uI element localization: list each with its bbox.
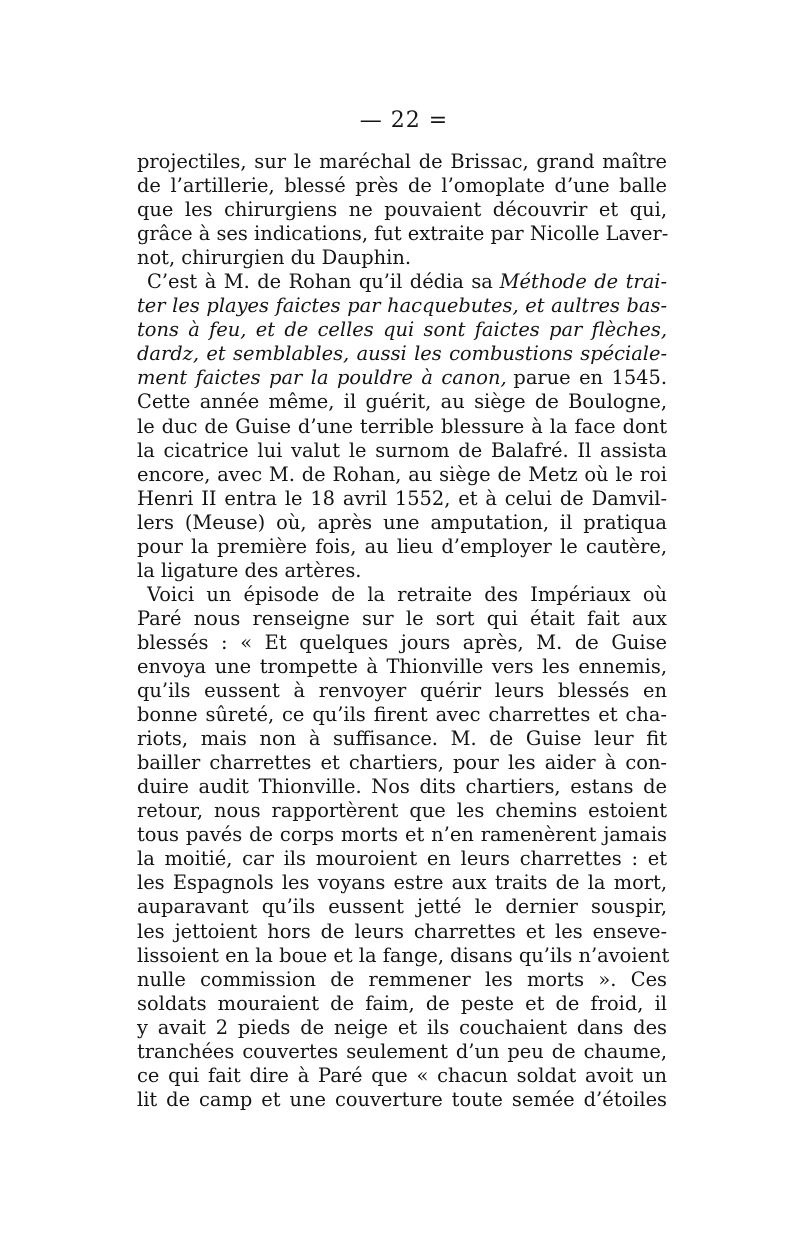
text-line: envoya une trompette à Thionville vers les ennemis, bbox=[137, 654, 667, 678]
text-line: lit de camp et une couverture toute semée d’étoiles bbox=[137, 1087, 667, 1111]
text-line: nulle commission de remmener les morts ». Ces bbox=[137, 967, 667, 991]
text-line: y avait 2 pieds de neige et ils couchaient dans des bbox=[137, 1015, 667, 1039]
body-text bbox=[137, 150, 670, 1112]
book-title-line: dardz, et semblables, aussi les combustions spéciale- bbox=[137, 342, 667, 366]
text-run: C’est à M. de Rohan qu’il dédia sa bbox=[147, 270, 493, 294]
text-line: la ligature des artères. bbox=[137, 558, 362, 582]
text-line: projectiles, sur le maréchal de Brissac, grand maître bbox=[137, 150, 667, 173]
text-line: riots, mais non à suffisance. M. de Guise leur fit bbox=[137, 727, 667, 751]
text-line: lissoient en la boue et la fange, disans qu’ils n’avoient bbox=[137, 943, 670, 967]
text-line: Cette année même, il guérit, au siège de Boulogne, bbox=[137, 390, 667, 414]
text-line: tranchées couvertes seulement d’un peu de chaume, bbox=[137, 1039, 667, 1063]
book-title-line: ter les playes faictes par hacquebutes, et aultres bas- bbox=[137, 294, 667, 318]
text-line: tous pavés de corps morts et n’en ramenèrent jamais bbox=[137, 823, 667, 847]
book-title-run: Méthode de trai- bbox=[499, 270, 668, 294]
text-line: le duc de Guise d’une terrible blessure à la face dont bbox=[137, 414, 667, 438]
text-line: not, chirurgien du Dauphin. bbox=[137, 246, 412, 270]
book-title-run: ment faictes par la pouldre à canon, bbox=[137, 366, 507, 390]
text-line bbox=[137, 366, 667, 390]
text-line: blessés : « Et quelques jours après, M. de Guise bbox=[137, 630, 667, 654]
page-number: — 22 = bbox=[359, 108, 449, 133]
text-line: soldats mouraient de faim, de peste et de froid, il bbox=[137, 991, 667, 1015]
text-line: bailler charrettes et chartiers, pour les aider à con- bbox=[137, 751, 667, 775]
text-line: pour la première fois, au lieu d’employer le cautère, bbox=[137, 534, 667, 558]
text-line: les jettoient hors de leurs charrettes et les enseve- bbox=[137, 919, 667, 943]
text-line: qu’ils eussent à renvoyer quérir leurs blessés en bbox=[137, 679, 667, 703]
text-run: parue en 1545. bbox=[513, 366, 667, 390]
text-line: Henri II entra le 18 avril 1552, et à celui de Damvil- bbox=[137, 486, 667, 510]
text-line: ce qui fait dire à Paré que « chacun soldat avoit un bbox=[137, 1063, 667, 1087]
text-line: la moitié, car ils mouroient en leurs charrettes : et bbox=[137, 847, 667, 871]
text-line: la cicatrice lui valut le surnom de Balafré. Il assista bbox=[137, 438, 667, 462]
text-line: les Espagnols les voyans estre aux traits de la mort, bbox=[137, 871, 667, 895]
book-title-line: tons à feu, et de celles qui sont faictes par flèches, bbox=[137, 318, 667, 342]
text-line: retour, nous rapportèrent que les chemins estoient bbox=[137, 799, 667, 823]
text-line: lers (Meuse) où, après une amputation, il pratiqua bbox=[137, 510, 667, 534]
text-line: grâce à ses indications, fut extraite par Nicolle Laver- bbox=[137, 222, 669, 246]
text-line: encore, avec M. de Rohan, au siège de Metz où le roi bbox=[137, 462, 667, 486]
text-line: duire audit Thionville. Nos dits chartiers, estans de bbox=[137, 775, 667, 799]
text-line: Voici un épisode de la retraite des Impériaux où bbox=[147, 582, 667, 606]
text-line: auparavant qu’ils eussent jetté le dernier souspir, bbox=[137, 895, 667, 919]
text-line: Paré nous renseigne sur le sort qui était fait aux bbox=[137, 606, 667, 630]
text-line: bonne sûreté, ce qu’ils firent avec charrettes et cha- bbox=[137, 703, 667, 727]
text-line: que les chirurgiens ne pouvaient découvrir et qui, bbox=[137, 198, 667, 222]
text-line: de l’artillerie, blessé près de l’omoplate d’une balle bbox=[137, 174, 667, 198]
text-line bbox=[137, 270, 667, 294]
